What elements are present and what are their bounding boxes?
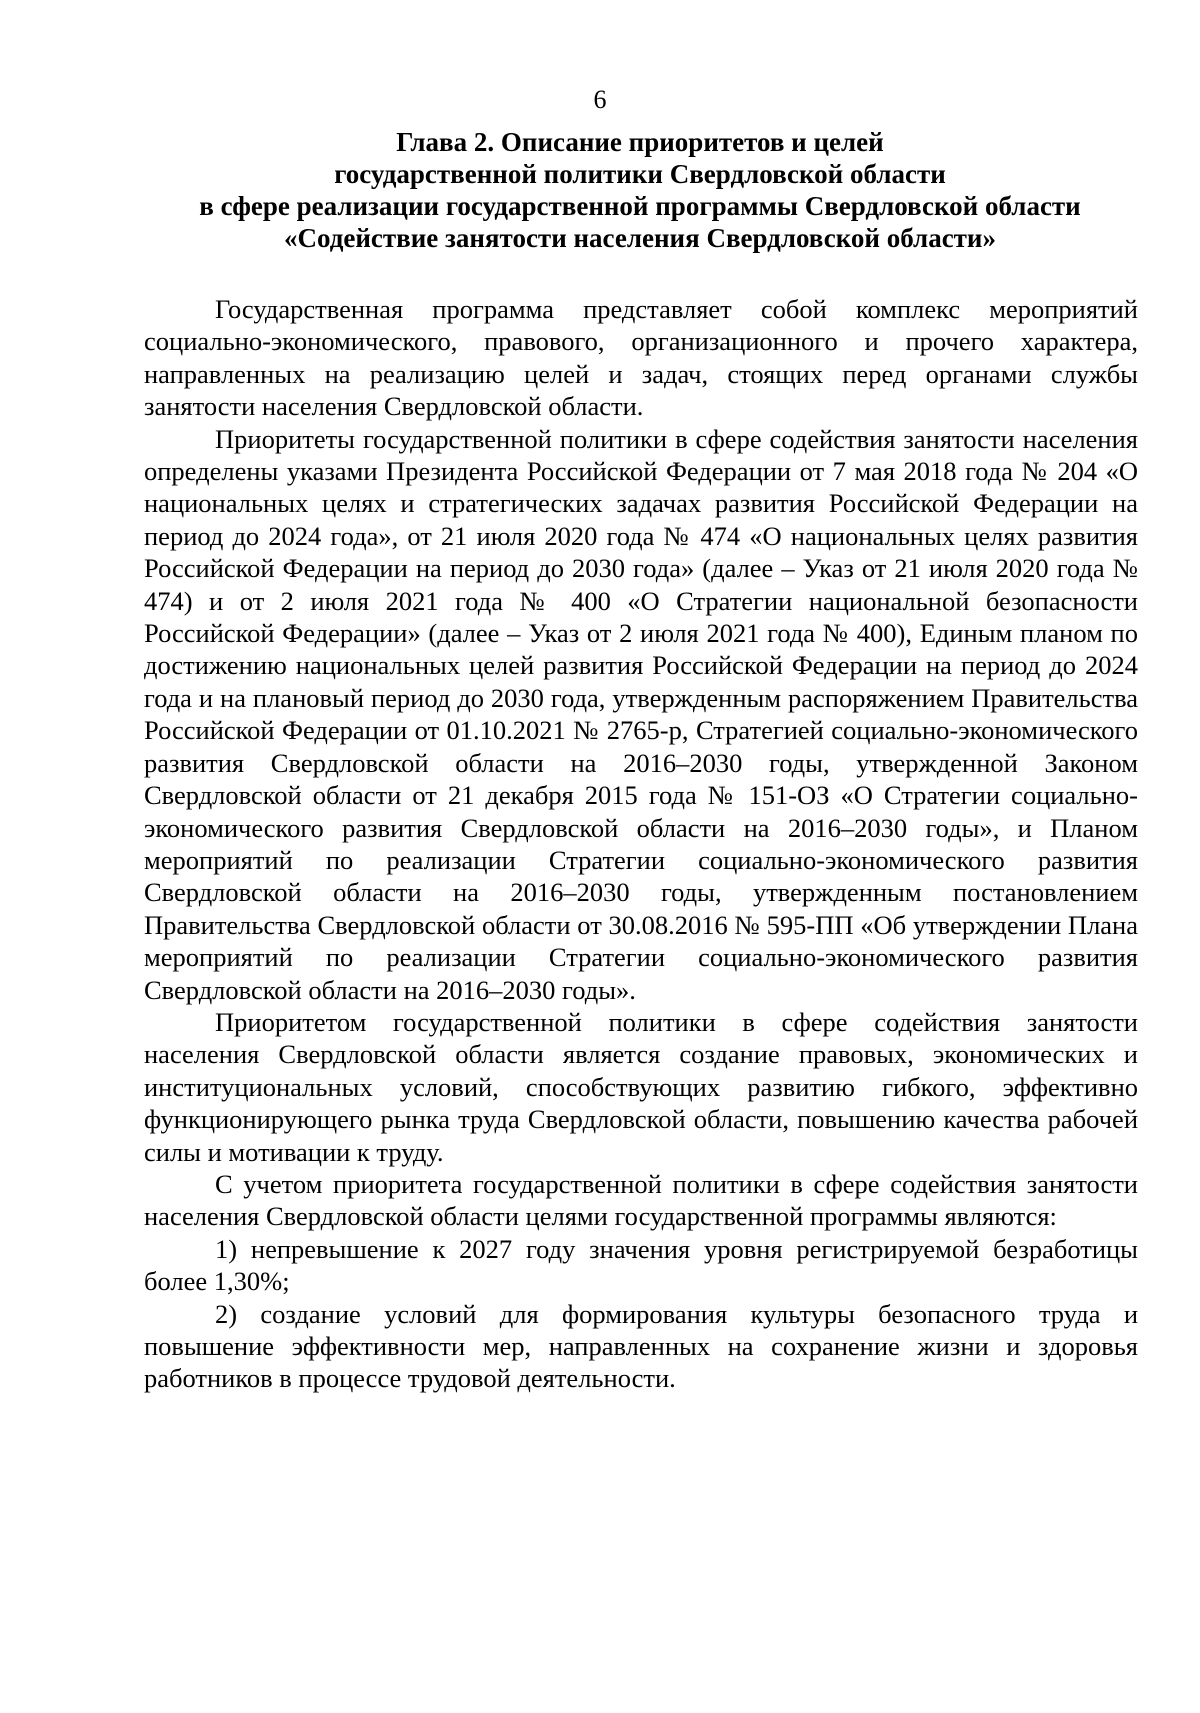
paragraph-regional-priority: Приоритетом государственной политики в сфере содействия занятости населения Свердловской области является создание правовых, экономических и институциональных условий, способствующих развитию гибкого, эффективно функционирующего рынка труда Свердловской области, повышению качества рабочей силы и мотивации к труду. [144, 1006, 1138, 1167]
chapter-title-line: Глава 2. Описание приоритетов и целей [396, 127, 884, 157]
paragraph-goals-intro: С учетом приоритета государственной политики в сфере содействия занятости населения Свердловской области целями государственной программы являются: [144, 1168, 1138, 1232]
chapter-title-line: государственной политики Свердловской области [334, 159, 946, 189]
chapter-title [140, 126, 1140, 254]
list-item-goal-2: 2) создание условий для формирования культуры безопасного труда и повышение эффективности мер, направленных на сохранение жизни и здоровья работников в процессе трудовой деятельности. [144, 1298, 1138, 1394]
page-number: 6 [593, 85, 607, 114]
paragraph-policy-priorities: Приоритеты государственной политики в сфере содействия занятости населения определены указами Президента Российской Федерации от 7 мая 2018 года № 204 «О национальных целях и стратегических задачах развития Российской Федерации на период до 2024 года», от 21 июля 2020 года № 474 «О национальных целях развития Российской Федерации на период до 2030 года» (далее – Указ от 21 июля 2020 года № 474) и от 2 июля 2021 года № 400 «О Стратегии национальной безопасности Российской Федерации» (далее – Указ от 2 июля 2021 года № 400), Единым планом по достижению национальных целей развития Российской Федерации на период до 2024 года и на плановый период до 2030 года, утвержденным распоряжением Правительства Российской Федерации от 01.10.2021 № 2765-р, Стратегией социально-экономического развития Свердловской области на 2016–2030 годы, утвержденной Законом Свердловской области от 21 декабря 2015 года № 151-ОЗ «О Стратегии социально-экономического развития Свердловской области на 2016–2030 годы», и Планом мероприятий по реализации Стратегии социально-экономического развития Свердловской области на 2016–2030 годы, утвержденным постановлением Правительства Свердловской области от 30.08.2016 № 595-ПП «Об утверждении Плана мероприятий по реализации Стратегии социально-экономического развития Свердловской области на 2016–2030 годы». [144, 423, 1138, 1005]
chapter-title-line: в сфере реализации государственной программы Свердловской области [199, 191, 1081, 221]
list-item-goal-1: 1) непревышение к 2027 году значения уровня регистрируемой безработицы более 1,30%; [144, 1233, 1138, 1297]
chapter-title-line: «Содействие занятости населения Свердловской области» [283, 223, 996, 253]
paragraph-program-description: Государственная программа представляет собой комплекс мероприятий социально-экономического, правового, организационного и прочего характера, направленных на реализацию целей и задач, стоящих перед органами службы занятости населения Свердловской области. [144, 294, 1138, 422]
document-body [144, 293, 1138, 1395]
